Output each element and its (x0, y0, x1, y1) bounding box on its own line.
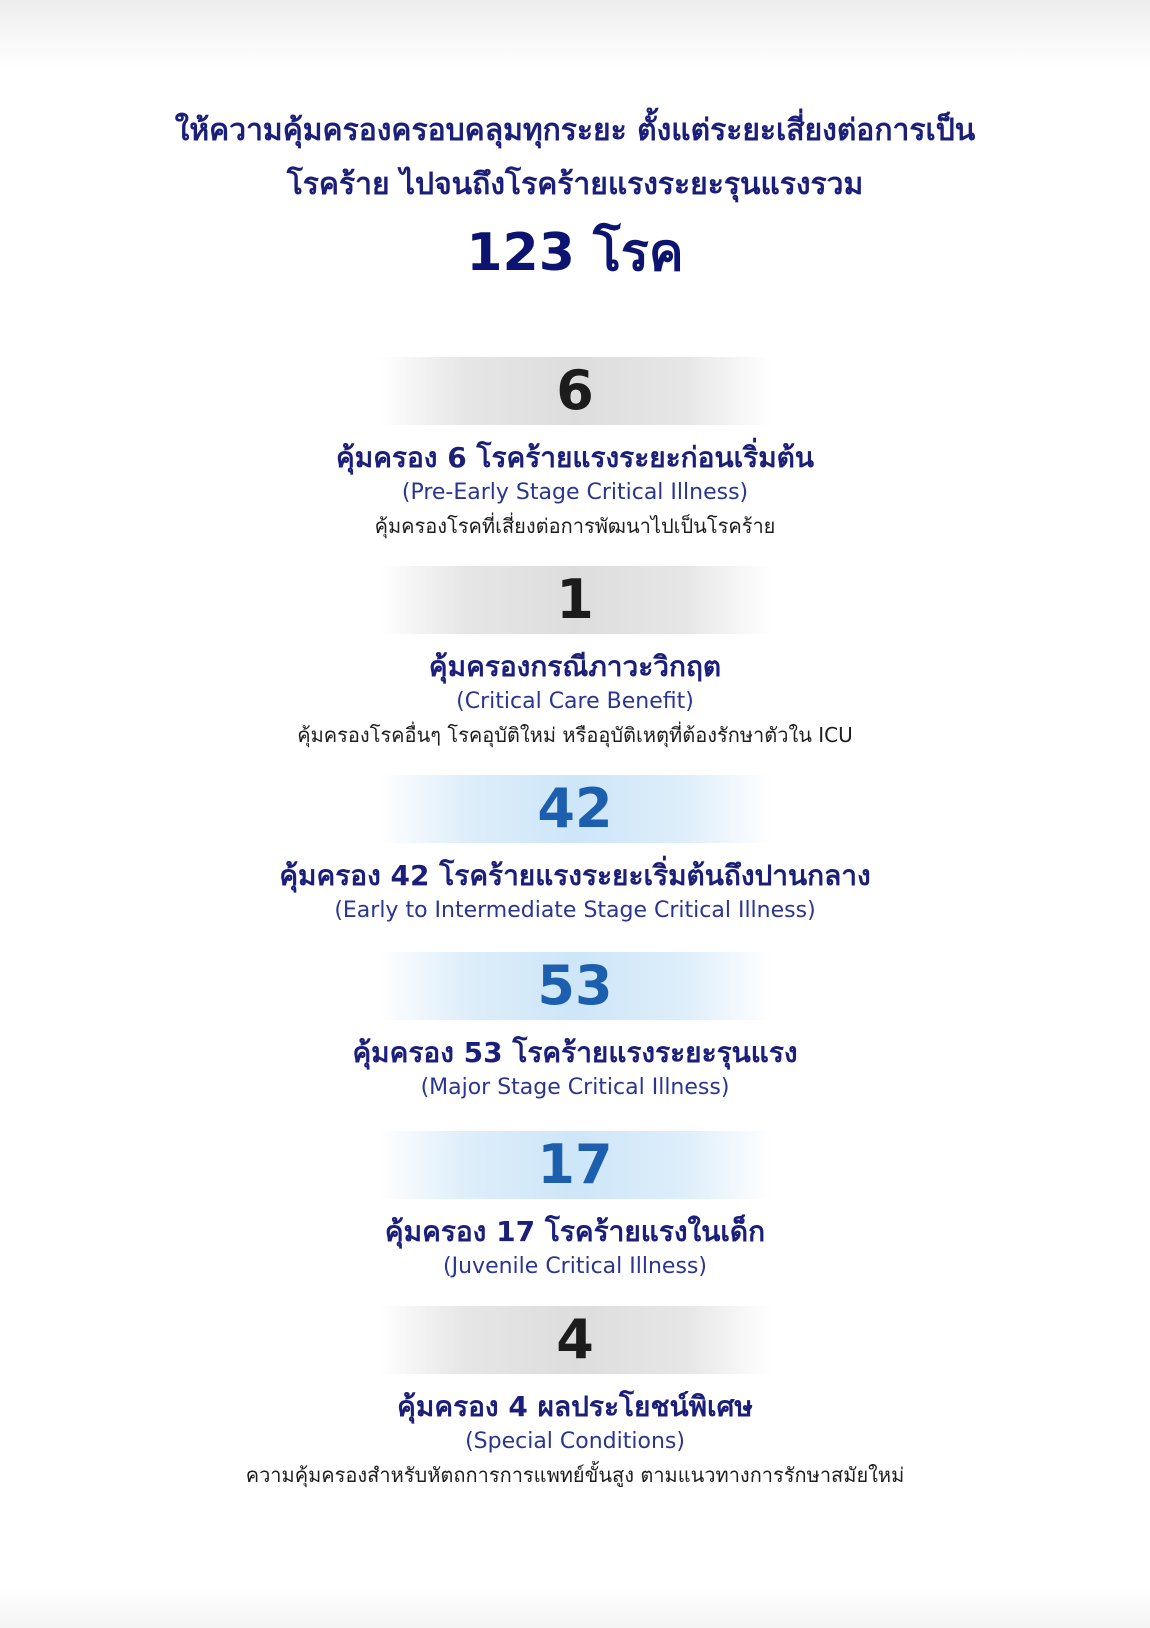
section-title: คุ้มครองกรณีภาวะวิกฤต (428, 650, 722, 683)
section-subtitle: (Pre-Early Stage Critical Illness) (401, 480, 749, 505)
total-diseases: 123 โรค (466, 223, 684, 283)
section-title: คุ้มครอง 53 โรคร้ายแรงระยะรุนแรง (352, 1036, 798, 1069)
section-title: คุ้มครอง 4 ผลประโยชน์พิเศษ (397, 1390, 753, 1423)
coverage-section-critical-care (0, 566, 1150, 775)
bottom-shadow (0, 1588, 1150, 1628)
coverage-section-special-conditions (0, 1306, 1150, 1515)
coverage-count: 42 (537, 777, 613, 840)
section-subtitle: (Early to Intermediate Stage Critical Illness) (334, 898, 816, 923)
coverage-count: 53 (537, 954, 613, 1017)
coverage-section-juvenile (0, 1131, 1150, 1306)
section-title: คุ้มครอง 17 โรคร้ายแรงในเด็ก (384, 1215, 766, 1248)
number-band (378, 775, 772, 843)
top-shadow (0, 0, 1150, 70)
section-description: ความคุ้มครองสำหรับหัตถการการแพทย์ขั้นสูง ตามแนวทางการรักษาสมัยใหม่ (245, 1463, 905, 1487)
coverage-count: 6 (556, 359, 594, 422)
section-subtitle: (Major Stage Critical Illness) (420, 1075, 730, 1100)
number-band (378, 1131, 772, 1199)
coverage-section-pre-early (0, 357, 1150, 566)
section-title: คุ้มครอง 42 โรคร้ายแรงระยะเริ่มต้นถึงปานกลาง (279, 859, 871, 892)
section-description: คุ้มครองโรคอื่นๆ โรคอุบัติใหม่ หรืออุบัติเหตุที่ต้องรักษาตัวใน ICU (297, 723, 853, 747)
section-subtitle: (Juvenile Critical Illness) (443, 1254, 707, 1279)
section-subtitle: (Special Conditions) (465, 1429, 685, 1454)
coverage-count: 4 (556, 1308, 594, 1371)
section-title: คุ้มครอง 6 โรคร้ายแรงระยะก่อนเริ่มต้น (336, 441, 814, 474)
coverage-count: 1 (556, 568, 594, 631)
coverage-section-major-stage (0, 952, 1150, 1131)
coverage-section-early-intermediate (0, 775, 1150, 952)
coverage-sections (0, 357, 1150, 1515)
section-subtitle: (Critical Care Benefit) (456, 689, 694, 714)
number-band (378, 952, 772, 1020)
header (0, 104, 1150, 288)
number-band (378, 357, 772, 425)
header-line-2: โรคร้าย ไปจนถึงโรคร้ายแรงระยะรุนแรงรวม (286, 167, 864, 202)
number-band (378, 1306, 772, 1374)
section-description: คุ้มครองโรคที่เสี่ยงต่อการพัฒนาไปเป็นโรคร้าย (374, 514, 776, 538)
coverage-count: 17 (537, 1133, 613, 1196)
header-line-1: ให้ความคุ้มครองครอบคลุมทุกระยะ ตั้งแต่ระยะเสี่ยงต่อการเป็น (174, 113, 976, 148)
number-band (378, 566, 772, 634)
